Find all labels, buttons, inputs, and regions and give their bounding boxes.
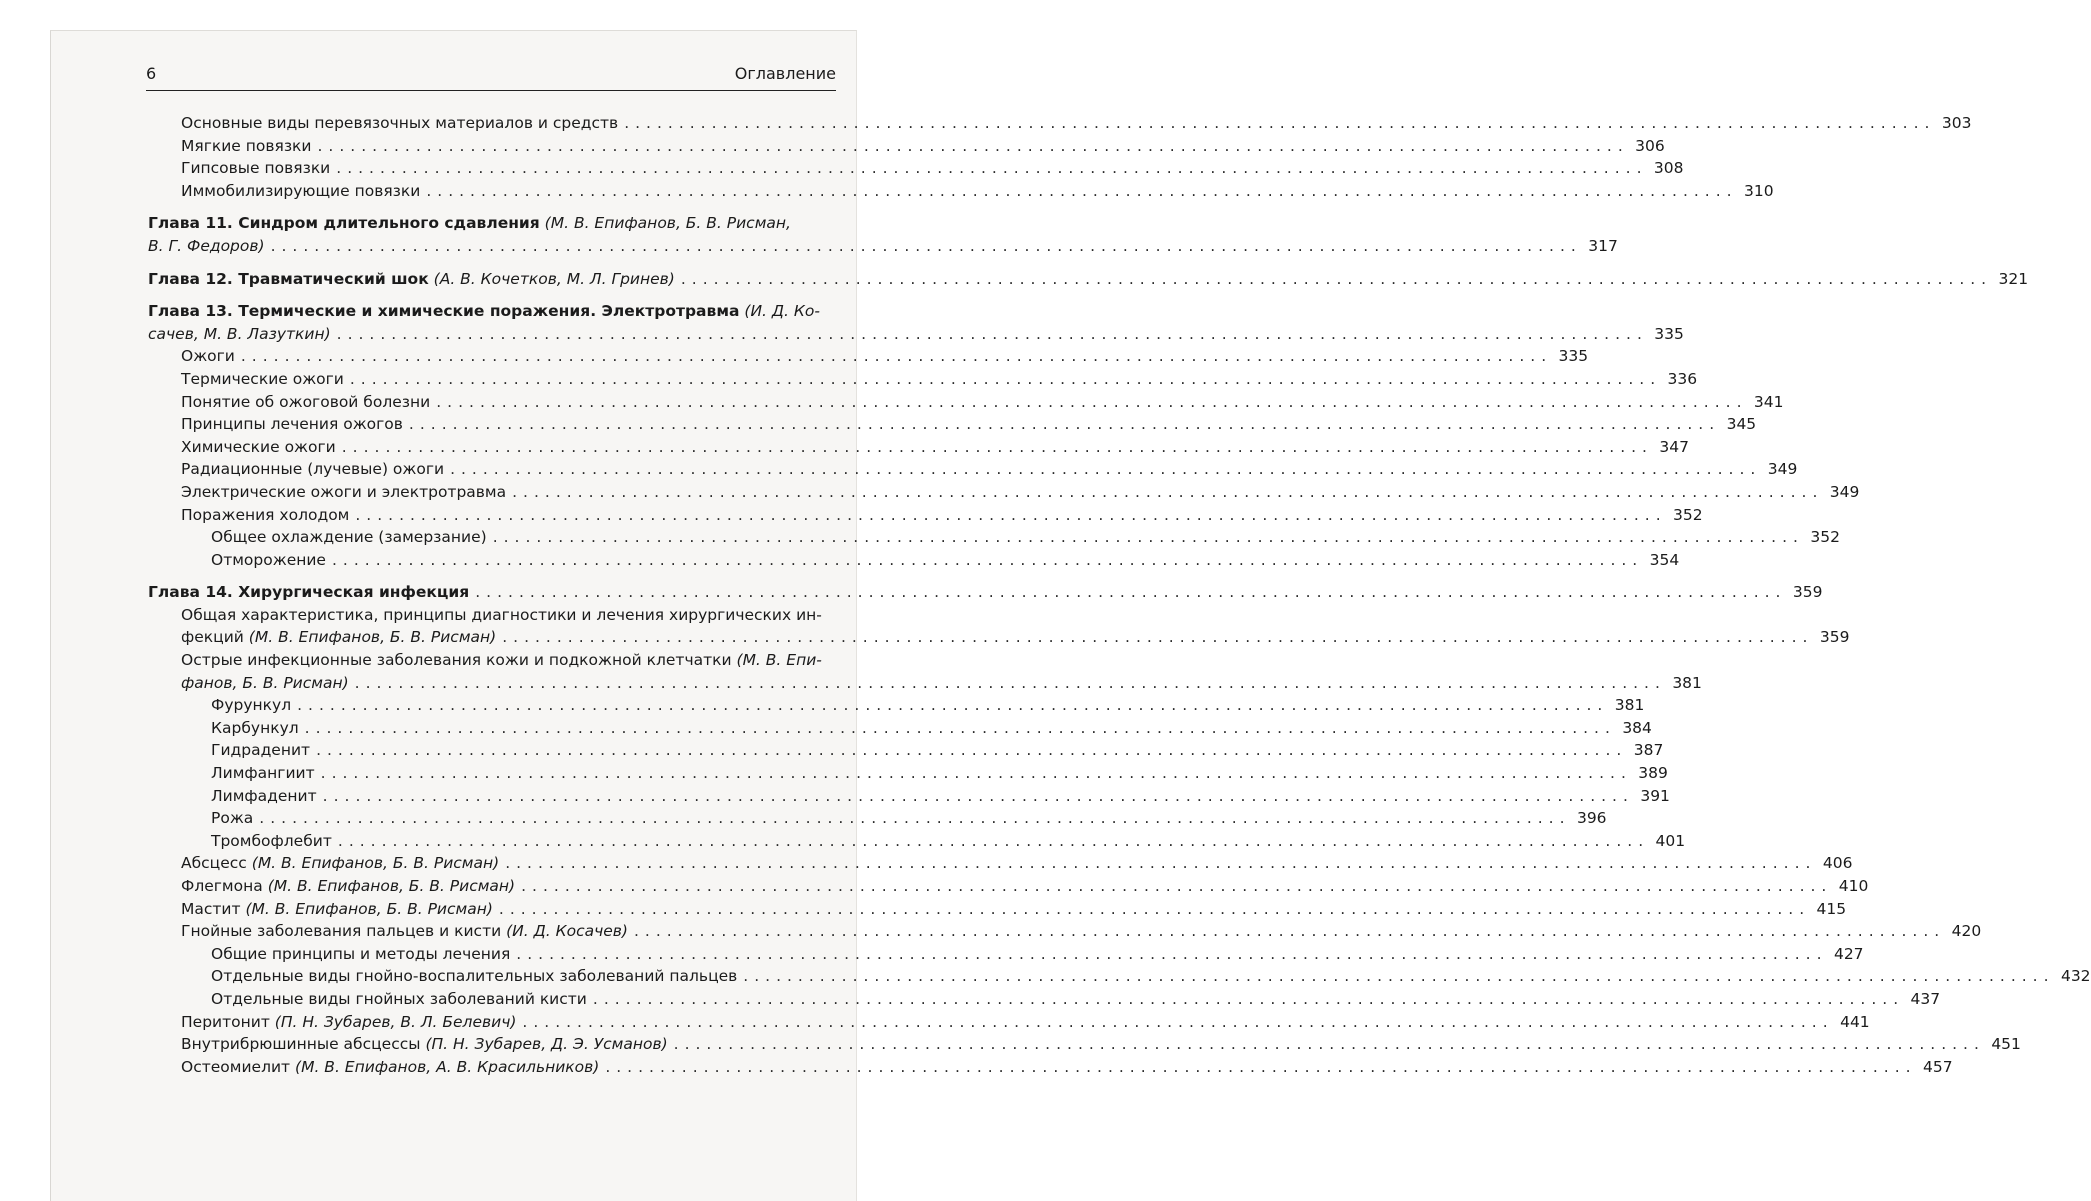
page-ref: 347 <box>1659 437 1689 456</box>
leader-dots: ........................................................................................................................ <box>355 505 1667 524</box>
page-ref: 336 <box>1667 369 1698 388</box>
entry-title: Остеомиелит <box>181 1057 291 1076</box>
page-ref: 352 <box>1673 505 1703 524</box>
toc-entry[interactable] <box>148 112 1972 135</box>
entry-title: Термические ожоги <box>181 369 344 388</box>
leader-dots: ........................................................................................................................ <box>354 673 1666 692</box>
page-ref: 381 <box>1672 673 1702 692</box>
entry-authors: (М. В. Епифанов, Б. В. Рисман) <box>267 877 516 895</box>
page-ref: 335 <box>1654 324 1684 343</box>
entry-authors: (М. В. Епифанов, Б. В. Рисман) <box>245 899 493 918</box>
leader-dots: ........................................................................................................................ <box>317 136 1629 155</box>
toc-entry[interactable] <box>148 504 1703 527</box>
leader-dots: ........................................................................................................................ <box>475 583 1787 602</box>
toc-entry[interactable] <box>148 1033 2021 1056</box>
leader-dots: ........................................................................................................................ <box>505 854 1817 873</box>
toc-entry[interactable] <box>148 943 1864 966</box>
toc-entry[interactable] <box>148 549 1680 572</box>
entry-title: Гипсовые повязки <box>181 159 331 178</box>
leader-dots: ........................................................................................................................ <box>240 347 1553 366</box>
page-ref: 384 <box>1622 718 1652 737</box>
running-header <box>146 64 836 91</box>
page-ref: 457 <box>1922 1057 1953 1076</box>
entry-title: Флегмона <box>181 877 263 895</box>
toc-entry[interactable] <box>148 413 1757 436</box>
entry-title: Абсцесс <box>181 854 247 873</box>
running-title: Оглавление <box>734 64 836 83</box>
page-ref: 396 <box>1576 809 1607 828</box>
page-ref: 389 <box>1638 764 1668 783</box>
entry-title: Мягкие повязки <box>181 136 312 155</box>
page-ref: 410 <box>1838 877 1869 895</box>
leader-dots: ........................................................................................................................ <box>304 718 1616 737</box>
leader-dots: ........................................................................................................................ <box>450 460 1762 479</box>
entry-title: Лимфангиит <box>211 764 315 783</box>
toc-entry[interactable] <box>148 965 2091 988</box>
leader-dots: ........................................................................................................................ <box>322 786 1634 805</box>
toc-entry[interactable] <box>148 694 1645 717</box>
page-ref: 345 <box>1726 415 1757 434</box>
page-ref: 401 <box>1655 831 1686 850</box>
page-ref: 354 <box>1649 550 1680 569</box>
entry-title: Принципы лечения ожогов <box>181 415 403 434</box>
entry-title: Мастит <box>181 899 241 918</box>
toc-entry[interactable] <box>148 807 1607 830</box>
entry-title: Гнойные заболевания пальцев и кисти <box>181 922 502 941</box>
entry-title: Карбункул <box>211 718 299 737</box>
page-ref: 406 <box>1822 854 1853 873</box>
toc-chapter-14[interactable]: Глава 14. Хирургическая инфекция ........................................................................................................................ 359 <box>148 581 824 604</box>
leader-dots: ........................................................................................................................ <box>605 1057 1917 1076</box>
page-ref: 341 <box>1753 392 1784 411</box>
leader-dots: ........................................................................................................................ <box>337 831 1650 850</box>
page-ref: 432 <box>2060 967 2091 986</box>
toc-entry[interactable] <box>148 391 1784 414</box>
toc-entry[interactable] <box>148 875 1869 898</box>
entry-authors: (М. В. Епифанов, Б. В. Рисман) <box>251 854 500 873</box>
page-ref: 306 <box>1635 136 1665 155</box>
page-ref: 420 <box>1951 922 1982 941</box>
page-number: 6 <box>146 64 157 83</box>
table-of-contents <box>148 112 2091 1078</box>
entry-title: Радиационные (лучевые) ожоги <box>181 460 445 479</box>
leader-dots: ........................................................................................................................ <box>349 369 1662 388</box>
toc-entry[interactable] <box>148 1011 1870 1034</box>
page-ref: 352 <box>1810 528 1840 547</box>
page-ref: 451 <box>1991 1035 2021 1054</box>
leader-dots: ........................................................................................................................ <box>521 877 1833 895</box>
entry-title: Общее охлаждение (замерзание) <box>211 528 487 547</box>
leader-dots: ........................................................................................................................ <box>498 899 1811 918</box>
entry-title: Общие принципы и методы лечения <box>211 944 511 963</box>
leader-dots: ........................................................................................................................ <box>516 944 1828 963</box>
entry-title: Фурункул <box>211 696 292 715</box>
leader-dots: ........................................................................................................................ <box>633 922 1946 941</box>
page-ref: 303 <box>1941 114 1972 132</box>
leader-dots: ........................................................................................................................ <box>336 159 1648 178</box>
page-ref: 349 <box>1829 482 1860 501</box>
page-ref: 349 <box>1767 460 1798 479</box>
leader-dots: ........................................................................................................................ <box>743 967 2055 986</box>
page-ref: 381 <box>1614 696 1645 715</box>
leader-dots: ........................................................................................................................ <box>624 114 1936 132</box>
leader-dots: ........................................................................................................................ <box>512 482 1824 501</box>
entry-title: Понятие об ожоговой болезни <box>181 392 431 411</box>
entry-authors: (П. Н. Зубарев, Д. Э. Усманов) <box>425 1035 668 1054</box>
toc-chapter-11[interactable]: Глава 11. Синдром длительного сдавления (М. В. Епифанов, Б. В. Рисман, В. Г. Федоров) ........................................................................................................................ 317 <box>148 212 824 257</box>
entry-title: Отморожение <box>211 550 326 569</box>
toc-entry[interactable] <box>148 988 1941 1011</box>
page-ref: 359 <box>1792 583 1823 602</box>
leader-dots: ........................................................................................................................ <box>331 550 1644 569</box>
toc-entry[interactable] <box>148 898 1847 921</box>
toc-entry[interactable] <box>148 157 1684 180</box>
entry-title: Внутрибрюшинные абсцессы <box>181 1035 421 1054</box>
page-ref: 387 <box>1633 741 1664 760</box>
entry-title: Отдельные виды гнойных заболеваний кисти <box>211 989 587 1008</box>
entry-authors: (П. Н. Зубарев, В. Л. Белевич) <box>274 1012 517 1031</box>
entry-title: Лимфаденит <box>211 786 317 805</box>
leader-dots: ........................................................................................................................ <box>680 269 1993 288</box>
toc-entry[interactable] <box>148 135 1665 158</box>
toc-chapter-12[interactable]: Глава 12. Травматический шок (А. В. Кочетков, М. Л. Гринев) ........................................................................................................................ 321 <box>148 268 824 291</box>
entry-title: Химические ожоги <box>181 437 336 456</box>
toc-entry[interactable] <box>148 830 1686 853</box>
toc-entry-general-characteristics[interactable]: Общая характеристика, принципы диагностики и лечения хирургических ин- фекций (М. В. Епифанов, Б. В. Рисман) ........................................................................................................................ 359 <box>148 604 824 649</box>
entry-title: Электрические ожоги и электротравма <box>181 482 507 501</box>
toc-entry[interactable] <box>148 526 1840 549</box>
toc-group-b <box>148 345 1860 571</box>
toc-entry[interactable] <box>148 739 1664 762</box>
page-ref: 441 <box>1840 1012 1870 1031</box>
toc-entry[interactable] <box>148 1056 1953 1079</box>
page-ref: 335 <box>1558 347 1589 366</box>
toc-entry[interactable] <box>148 345 1589 368</box>
leader-dots: ........................................................................................................................ <box>270 236 1582 255</box>
page-ref: 415 <box>1816 899 1847 918</box>
leader-dots: ........................................................................................................................ <box>408 415 1721 434</box>
toc-entry[interactable] <box>148 920 1982 943</box>
leader-dots: ........................................................................................................................ <box>297 696 1609 715</box>
page-ref: 317 <box>1588 236 1618 255</box>
leader-dots: ........................................................................................................................ <box>592 989 1905 1008</box>
entry-title: Гидраденит <box>211 741 311 760</box>
leader-dots: ........................................................................................................................ <box>336 324 1648 343</box>
toc-entry[interactable] <box>148 717 1652 740</box>
leader-dots: ........................................................................................................................ <box>341 437 1653 456</box>
entry-title: Перитонит <box>181 1012 270 1031</box>
toc-entry[interactable] <box>148 180 1774 203</box>
leader-dots: ........................................................................................................................ <box>502 628 1814 647</box>
toc-entry[interactable] <box>148 785 1670 808</box>
entry-authors: (М. В. Епифанов, А. В. Красильников) <box>295 1057 600 1076</box>
leader-dots: ........................................................................................................................ <box>522 1012 1834 1031</box>
toc-group-c <box>148 694 2091 1078</box>
page-ref: 437 <box>1910 989 1941 1008</box>
page-ref: 391 <box>1640 786 1670 805</box>
entry-title: Основные виды перевязочных материалов и средств <box>181 114 619 132</box>
toc-entry-acute-skin-infections[interactable]: Острые инфекционные заболевания кожи и подкожной клетчатки (М. В. Епи- фанов, Б. В. Рисман) ........................................................................................................................ 381 <box>148 649 824 694</box>
entry-authors: (И. Д. Косачев) <box>506 922 628 941</box>
entry-title: Рожа <box>211 809 254 828</box>
entry-title: Иммобилизирующие повязки <box>181 181 421 200</box>
entry-title: Ожоги <box>181 347 235 366</box>
leader-dots: ........................................................................................................................ <box>259 809 1571 828</box>
toc-group-a <box>148 112 1972 202</box>
page-ref: 310 <box>1744 181 1774 200</box>
leader-dots: ........................................................................................................................ <box>492 528 1804 547</box>
page-ref: 359 <box>1819 628 1850 647</box>
leader-dots: ........................................................................................................................ <box>320 764 1632 783</box>
page-ref: 321 <box>1998 269 2029 288</box>
toc-entry[interactable] <box>148 458 1798 481</box>
toc-entry[interactable] <box>148 436 1689 459</box>
leader-dots: ........................................................................................................................ <box>436 392 1748 411</box>
entry-title: Тромбофлебит <box>211 831 332 850</box>
toc-entry[interactable] <box>148 368 1698 391</box>
page-ref: 427 <box>1833 944 1864 963</box>
page-ref: 308 <box>1653 159 1684 178</box>
toc-entry[interactable] <box>148 481 1860 504</box>
entry-title: Поражения холодом <box>181 505 350 524</box>
toc-chapter-13[interactable]: Глава 13. Термические и химические поражения. Электротравма (И. Д. Ко- сачев, М. В. Лазуткин) ........................................................................................................................ 335 <box>148 300 824 345</box>
leader-dots: ........................................................................................................................ <box>673 1035 1985 1054</box>
toc-entry[interactable] <box>148 762 1668 785</box>
entry-title: Отдельные виды гнойно-воспалительных заболеваний пальцев <box>211 967 738 986</box>
toc-entry[interactable] <box>148 852 1853 875</box>
leader-dots: ........................................................................................................................ <box>426 181 1738 200</box>
leader-dots: ........................................................................................................................ <box>316 741 1628 760</box>
